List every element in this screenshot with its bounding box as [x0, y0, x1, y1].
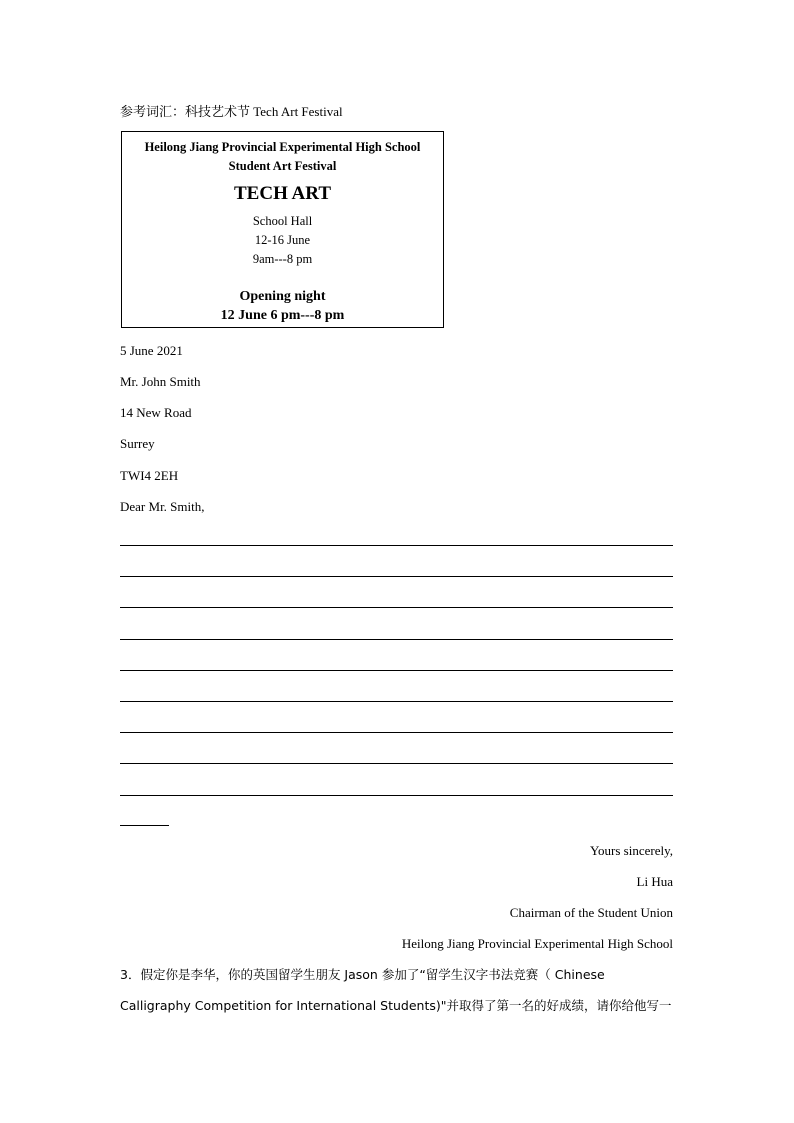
- writing-line[interactable]: [120, 795, 673, 796]
- letter-date: 5 June 2021: [120, 343, 183, 358]
- letter-closing: Yours sincerely,: [589, 843, 673, 858]
- writing-line-end[interactable]: [120, 825, 169, 826]
- poster-festival-name: Student Art Festival: [228, 159, 337, 173]
- poster-opening-time: 12 June 6 pm---8 pm: [220, 308, 345, 323]
- writing-line[interactable]: [120, 545, 673, 546]
- signer-title: Chairman of the Student Union: [509, 905, 673, 920]
- signer-name: Li Hua: [636, 874, 673, 889]
- writing-line[interactable]: [120, 670, 673, 671]
- poster-dates: 12-16 June: [254, 233, 311, 247]
- recipient-address-line1: 14 New Road: [120, 405, 192, 420]
- poster-title: TECH ART: [234, 183, 331, 204]
- writing-line[interactable]: [120, 639, 673, 640]
- poster-school-name: Heilong Jiang Provincial Experimental High School: [144, 140, 421, 154]
- writing-line[interactable]: [120, 607, 673, 608]
- poster-venue: School Hall: [252, 214, 313, 228]
- signer-school: Heilong Jiang Provincial Experimental High School: [401, 936, 673, 951]
- vocabulary-hint: 参考词汇：科技艺术节 Tech Art Festival: [120, 104, 343, 119]
- recipient-postcode: TWI4 2EH: [120, 468, 179, 483]
- question-3-line1: 3．假定你是李华，你的英国留学生朋友 Jason 参加了“留学生汉字书法竞赛（ Chinese: [120, 967, 605, 982]
- poster-opening-label: Opening night: [239, 289, 326, 304]
- writing-line[interactable]: [120, 701, 673, 702]
- writing-line[interactable]: [120, 576, 673, 577]
- poster-hours: 9am---8 pm: [252, 252, 313, 266]
- writing-line[interactable]: [120, 732, 673, 733]
- question-3-line2: Calligraphy Competition for International Students)"并取得了第一名的好成绩，请你给他写一: [120, 998, 672, 1013]
- recipient-address-line2: Surrey: [120, 436, 155, 451]
- letter-salutation: Dear Mr. Smith,: [120, 499, 205, 514]
- writing-line[interactable]: [120, 763, 673, 764]
- festival-poster: [121, 131, 444, 328]
- recipient-name: Mr. John Smith: [120, 374, 201, 389]
